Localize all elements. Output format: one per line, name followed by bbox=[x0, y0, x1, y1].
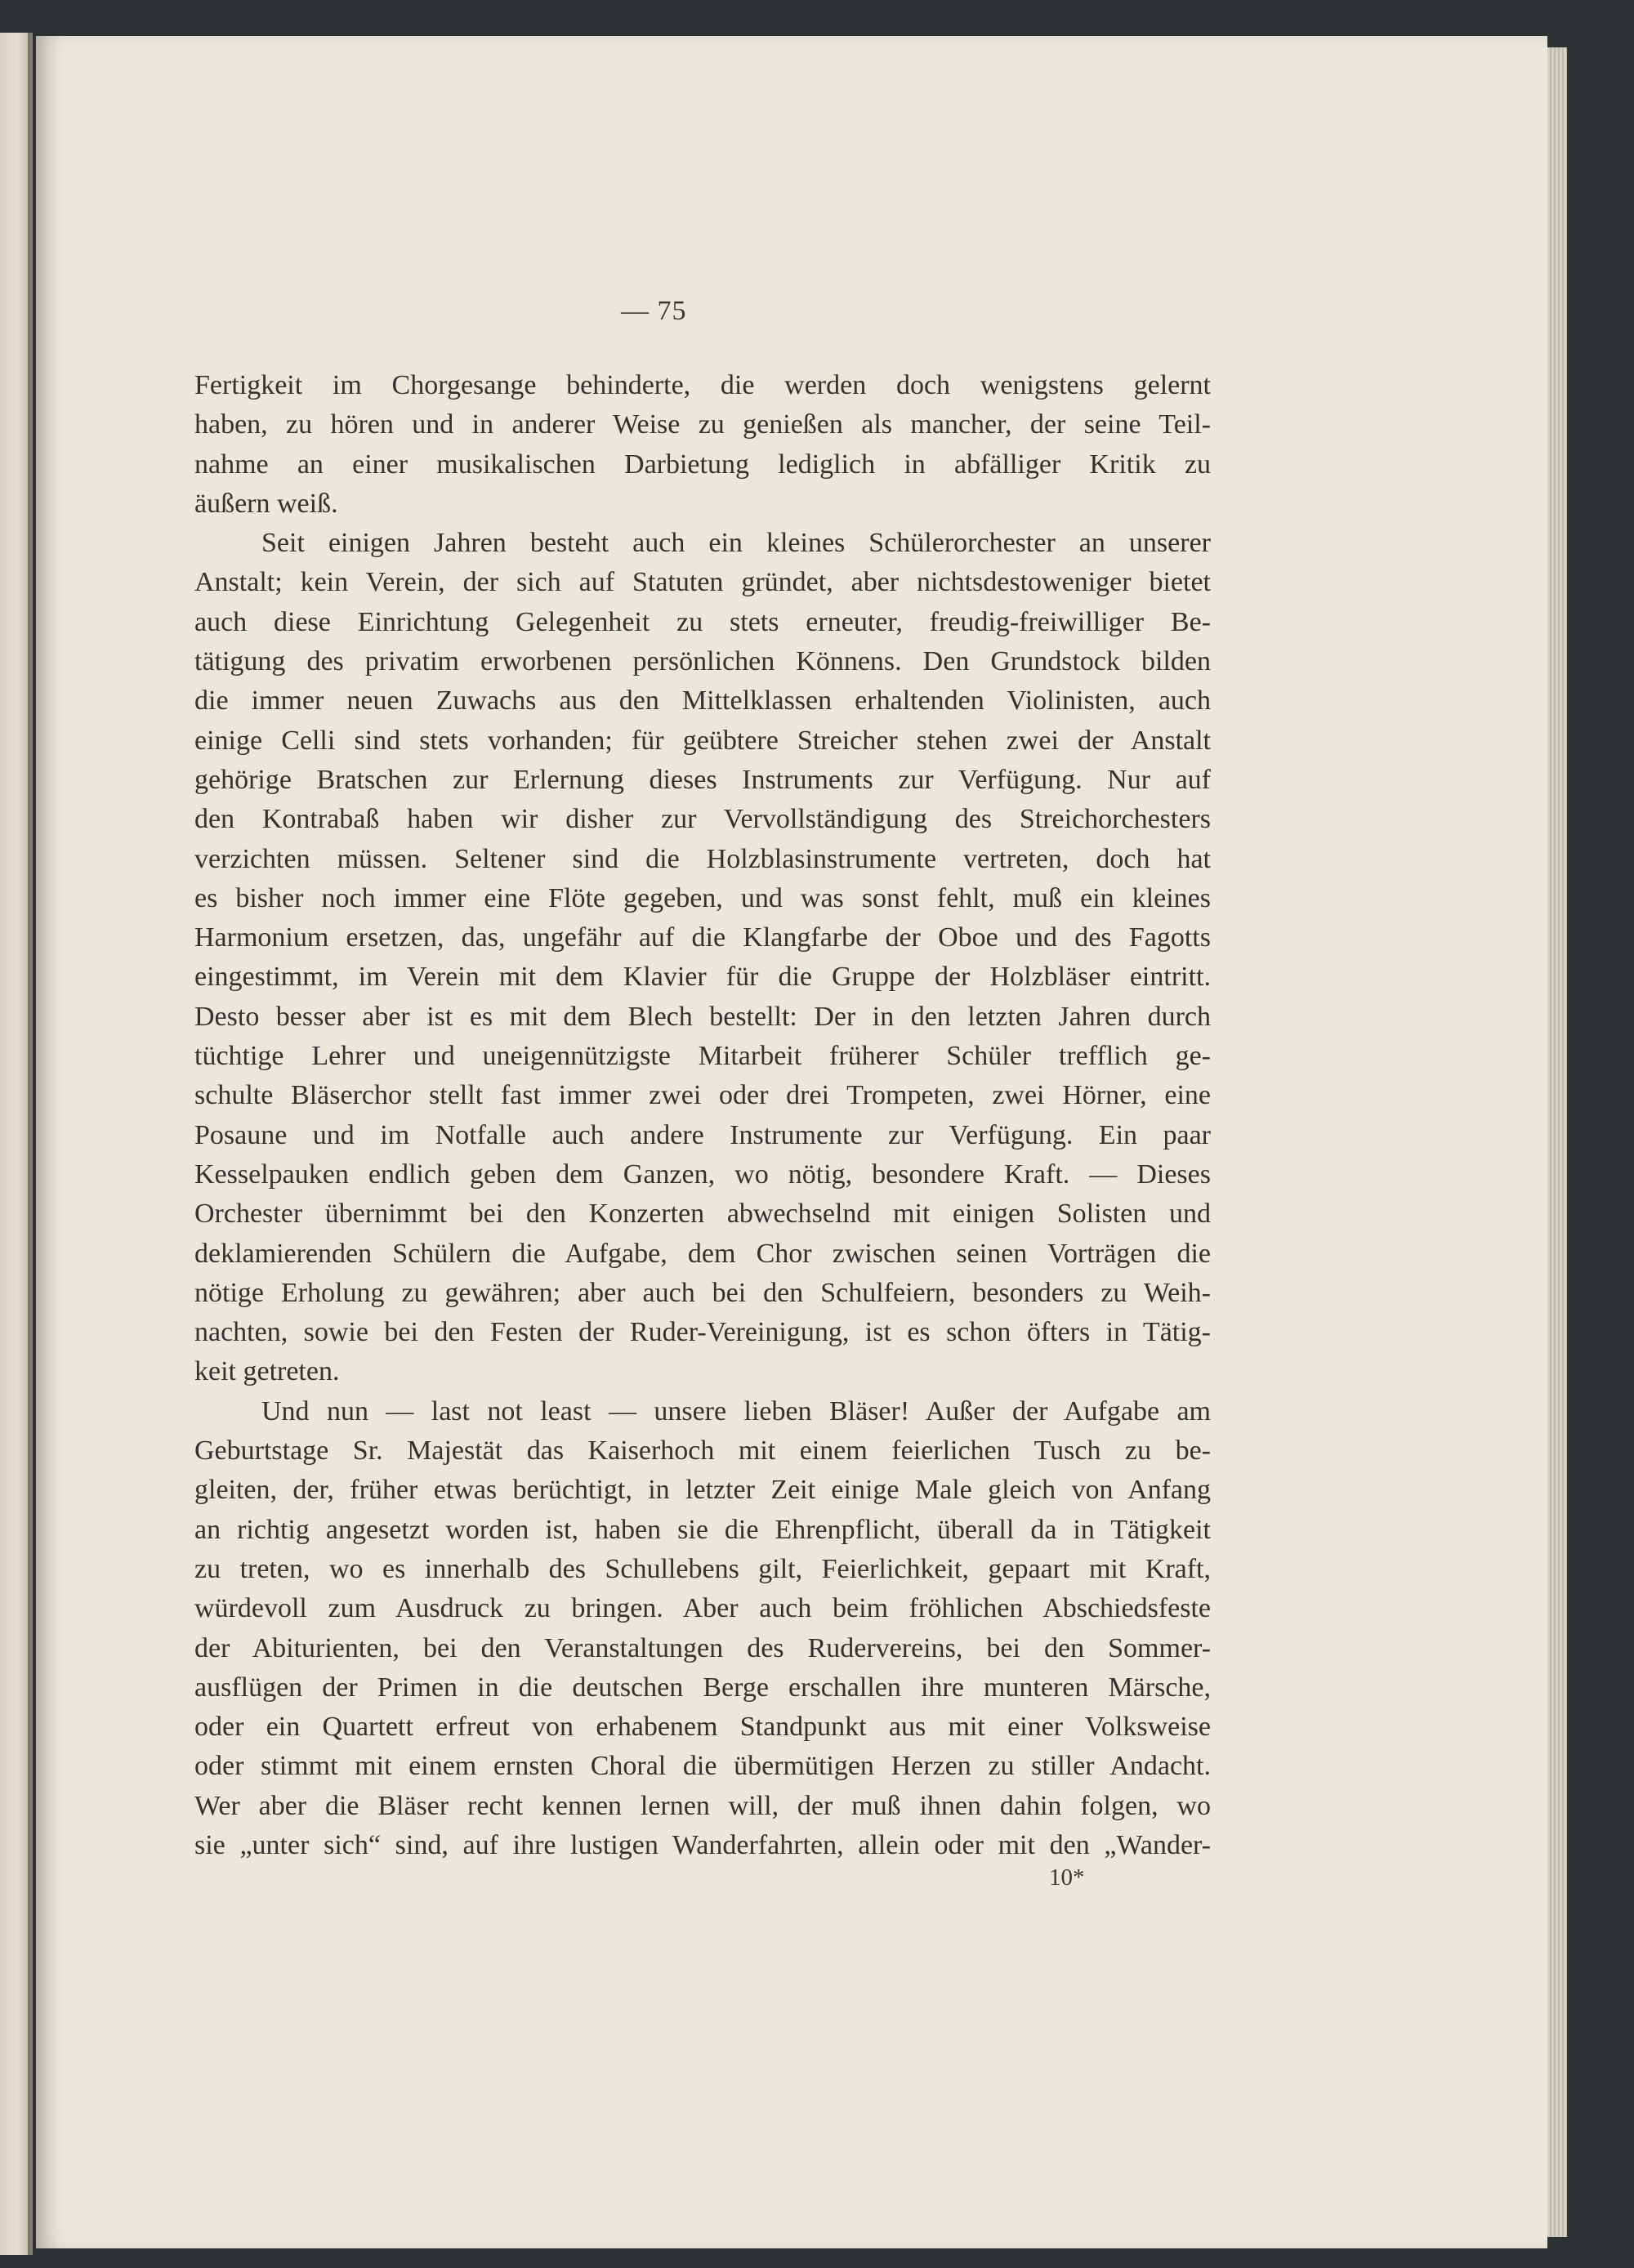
signature-mark: 10* bbox=[1049, 1864, 1085, 1891]
text-line: Wer aber die Bläser recht kennen lernen will, der muß ihnen dahin folgen, wo bbox=[194, 1790, 1211, 1821]
text-line: Harmonium ersetzen, das, ungefähr auf die Klangfarbe der Oboe und des Fagotts bbox=[194, 922, 1211, 953]
text-line: zu treten, wo es innerhalb des Schullebens gilt, Feierlichkeit, gepaart mit Kraft, bbox=[194, 1553, 1211, 1584]
text-line: Kesselpauken endlich geben dem Ganzen, wo nötig, besondere Kraft. — Dieses bbox=[194, 1159, 1211, 1190]
text-line: gleiten, der, früher etwas berüchtigt, in letzter Zeit einige Male gleich von Anfang bbox=[194, 1475, 1211, 1506]
text-line: tätigung des privatim erworbenen persönlichen Könnens. Den Grundstock bilden bbox=[194, 646, 1211, 677]
text-line: auch diese Einrichtung Gelegenheit zu stets erneuter, freudig-freiwilliger Be- bbox=[194, 606, 1211, 637]
text-line: oder ein Quartett erfreut von erhabenem Standpunkt aus mit einer Volksweise bbox=[194, 1712, 1211, 1743]
text-line: Geburtstage Sr. Majestät das Kaiserhoch mit einem feierlichen Tusch zu be- bbox=[194, 1435, 1211, 1467]
text-line: gehörige Bratschen zur Erlernung dieses Instruments zur Verfügung. Nur auf bbox=[194, 764, 1211, 795]
body-text bbox=[194, 366, 1211, 1865]
text-line: eingestimmt, im Verein mit dem Klavier für die Gruppe der Holzbläser eintritt. bbox=[194, 962, 1211, 993]
text-line: nahme an einer musikalischen Darbietung lediglich in abfälliger Kritik zu bbox=[194, 449, 1211, 480]
text-line: würdevoll zum Ausdruck zu bringen. Aber auch beim fröhlichen Abschiedsfeste bbox=[194, 1593, 1211, 1624]
text-line: haben, zu hören und in anderer Weise zu genießen als mancher, der seine Teil- bbox=[194, 409, 1211, 440]
text-line: Desto besser aber ist es mit dem Blech bestellt: Der in den letzten Jahren durch bbox=[194, 1001, 1211, 1032]
text-line: Fertigkeit im Chorgesange behinderte, die werden doch wenigstens gelernt bbox=[194, 370, 1211, 400]
text-line: Und nun — last not least — unsere lieben Bläser! Außer der Aufgabe am bbox=[261, 1395, 1211, 1426]
page-stack-edge bbox=[1547, 47, 1567, 2237]
text-line: den Kontrabaß haben wir disher zur Vervollständigung des Streichorchesters bbox=[194, 804, 1211, 835]
text-line: äußern weiß. bbox=[194, 488, 338, 519]
text-line: die immer neuen Zuwachs aus den Mittelklassen erhaltenden Violinisten, auch bbox=[194, 685, 1211, 717]
text-line: nachten, sowie bei den Festen der Ruder-Vereinigung, ist es schon öfters in Tätig- bbox=[194, 1317, 1211, 1348]
text-line: keit getreten. bbox=[194, 1356, 340, 1387]
text-line: oder stimmt mit einem ernsten Choral die übermütigen Herzen zu stiller Andacht. bbox=[194, 1751, 1211, 1782]
text-line: Anstalt; kein Verein, der sich auf Statuten gründet, aber nichtsdestoweniger bietet bbox=[194, 567, 1211, 598]
page-number: — 75 bbox=[621, 296, 687, 326]
text-line: sie „unter sich“ sind, auf ihre lustigen Wanderfahrten, allein oder mit den „Wander- bbox=[194, 1829, 1211, 1860]
text-line: deklamierenden Schülern die Aufgabe, dem Chor zwischen seinen Vorträgen die bbox=[194, 1238, 1211, 1269]
text-line: an richtig angesetzt worden ist, haben sie die Ehrenpflicht, überall da in Tätigkeit bbox=[194, 1514, 1211, 1545]
text-line: verzichten müssen. Seltener sind die Holzblasinstrumente vertreten, doch hat bbox=[194, 843, 1211, 874]
text-line: der Abiturienten, bei den Veranstaltungen des Rudervereins, bei den Sommer- bbox=[194, 1632, 1211, 1663]
text-line: ausflügen der Primen in die deutschen Berge erschallen ihre munteren Märsche, bbox=[194, 1672, 1211, 1703]
text-line: Seit einigen Jahren besteht auch ein kleines Schülerorchester an unserer bbox=[261, 528, 1211, 559]
text-line: einige Celli sind stets vorhanden; für geübtere Streicher stehen zwei der Anstalt bbox=[194, 725, 1211, 756]
text-line: nötige Erholung zu gewähren; aber auch bei den Schulfeiern, besonders zu Weih- bbox=[194, 1277, 1211, 1308]
text-line: Orchester übernimmt bei den Konzerten abwechselnd mit einigen Solisten und bbox=[194, 1199, 1211, 1230]
text-line: tüchtige Lehrer und uneigennützigste Mitarbeit früherer Schüler trefflich ge- bbox=[194, 1041, 1211, 1072]
text-line: schulte Bläserchor stellt fast immer zwei oder drei Trompeten, zwei Hörner, eine bbox=[194, 1080, 1211, 1111]
text-line: es bisher noch immer eine Flöte gegeben, und was sonst fehlt, muß ein kleines bbox=[194, 882, 1211, 913]
text-line: Posaune und im Notfalle auch andere Instrumente zur Verfügung. Ein paar bbox=[194, 1119, 1211, 1150]
